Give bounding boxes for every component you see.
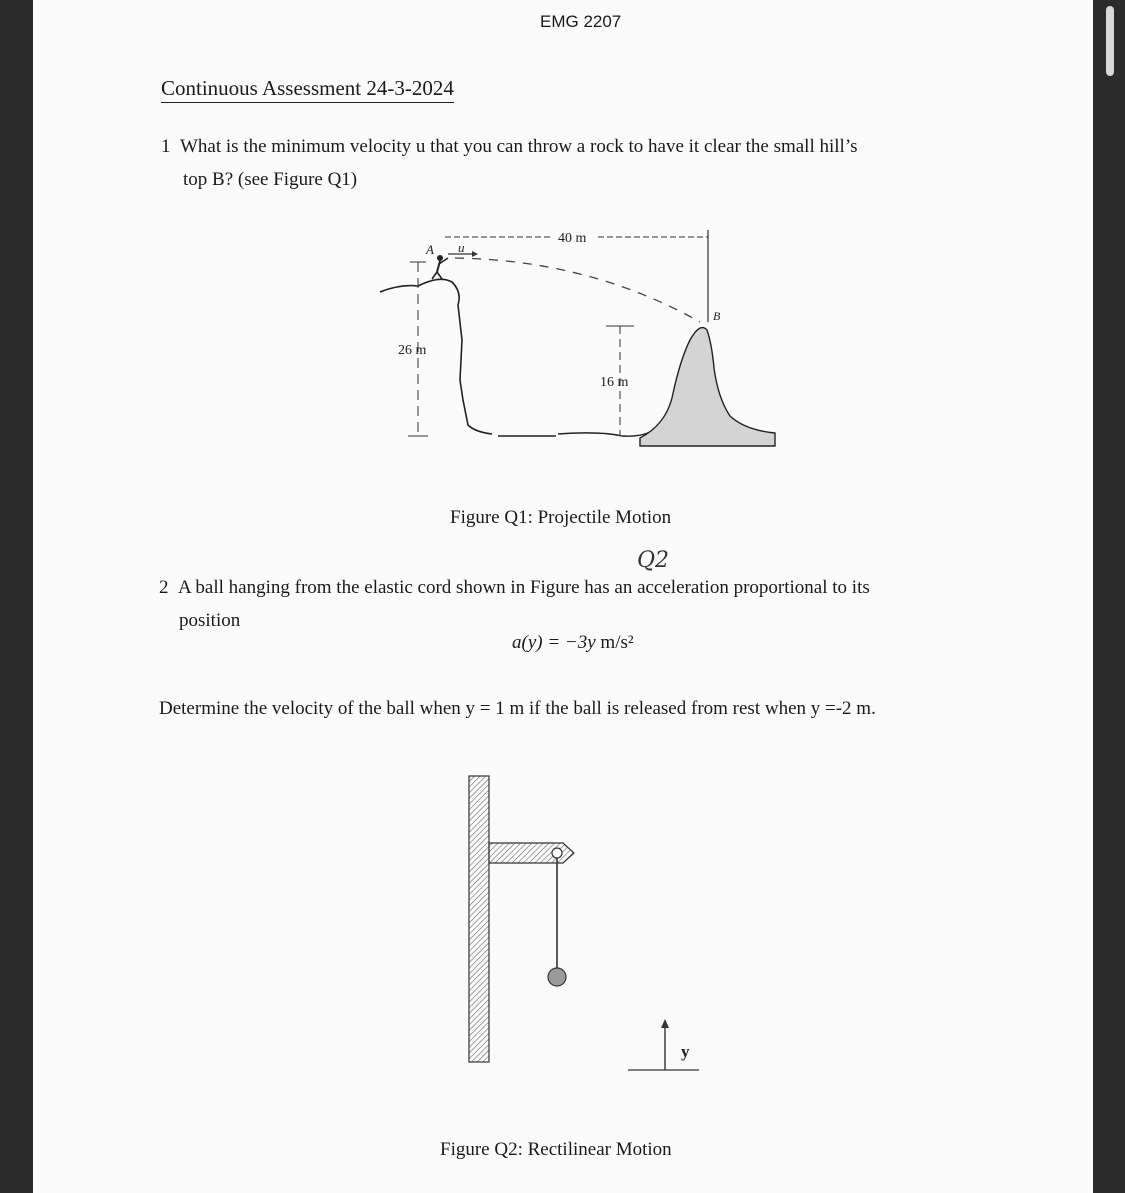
question-1-text-line2: top B? (see Figure Q1): [183, 169, 358, 190]
trajectory-path: [455, 258, 700, 322]
label-26m: 26 m: [398, 343, 427, 358]
question-1-number: 1: [161, 136, 171, 157]
course-code: EMG 2207: [540, 12, 622, 31]
label-40m: 40 m: [558, 231, 587, 246]
page-title: Continuous Assessment 24-3-2024: [161, 76, 454, 103]
hill-shape: [640, 328, 775, 446]
label-16m: 16 m: [600, 375, 629, 390]
y-axis-label: y: [681, 1042, 690, 1061]
question-2-number: 2: [159, 577, 169, 598]
cliff-outline: [380, 279, 492, 434]
acceleration-equation: [512, 632, 634, 654]
handwritten-note: Q2: [637, 548, 670, 573]
figure-q1-caption: Figure Q1: Projectile Motion: [450, 507, 672, 528]
y-axis-arrowhead: [661, 1019, 669, 1028]
question-2: [159, 571, 1019, 637]
question-2-text-line2: position: [179, 610, 241, 631]
equation-lhs: a(y) = −3y: [512, 632, 596, 653]
question-2-text-line1: A ball hanging from the elastic cord shown in Figure has an acceleration proportional to its: [178, 577, 870, 598]
pin-joint: [552, 848, 562, 858]
label-B: B: [713, 309, 721, 323]
figure-q2-caption: Figure Q2: Rectilinear Motion: [440, 1139, 672, 1160]
label-u: u: [458, 240, 465, 255]
ground-line-mid: [558, 432, 650, 436]
wall-support: [469, 776, 489, 1062]
question-2-determine: Determine the velocity of the ball when y = 1 m if the ball is released from rest when y =-2 m.: [159, 698, 876, 719]
thrower-figure-icon: [432, 255, 448, 279]
velocity-arrowhead: [472, 251, 478, 257]
label-A: A: [426, 242, 434, 257]
equation-units: m/s²: [595, 632, 634, 653]
question-1-text-line1: What is the minimum velocity u that you can throw a rock to have it clear the small hill’s: [180, 136, 858, 157]
hanging-ball: [548, 968, 566, 986]
